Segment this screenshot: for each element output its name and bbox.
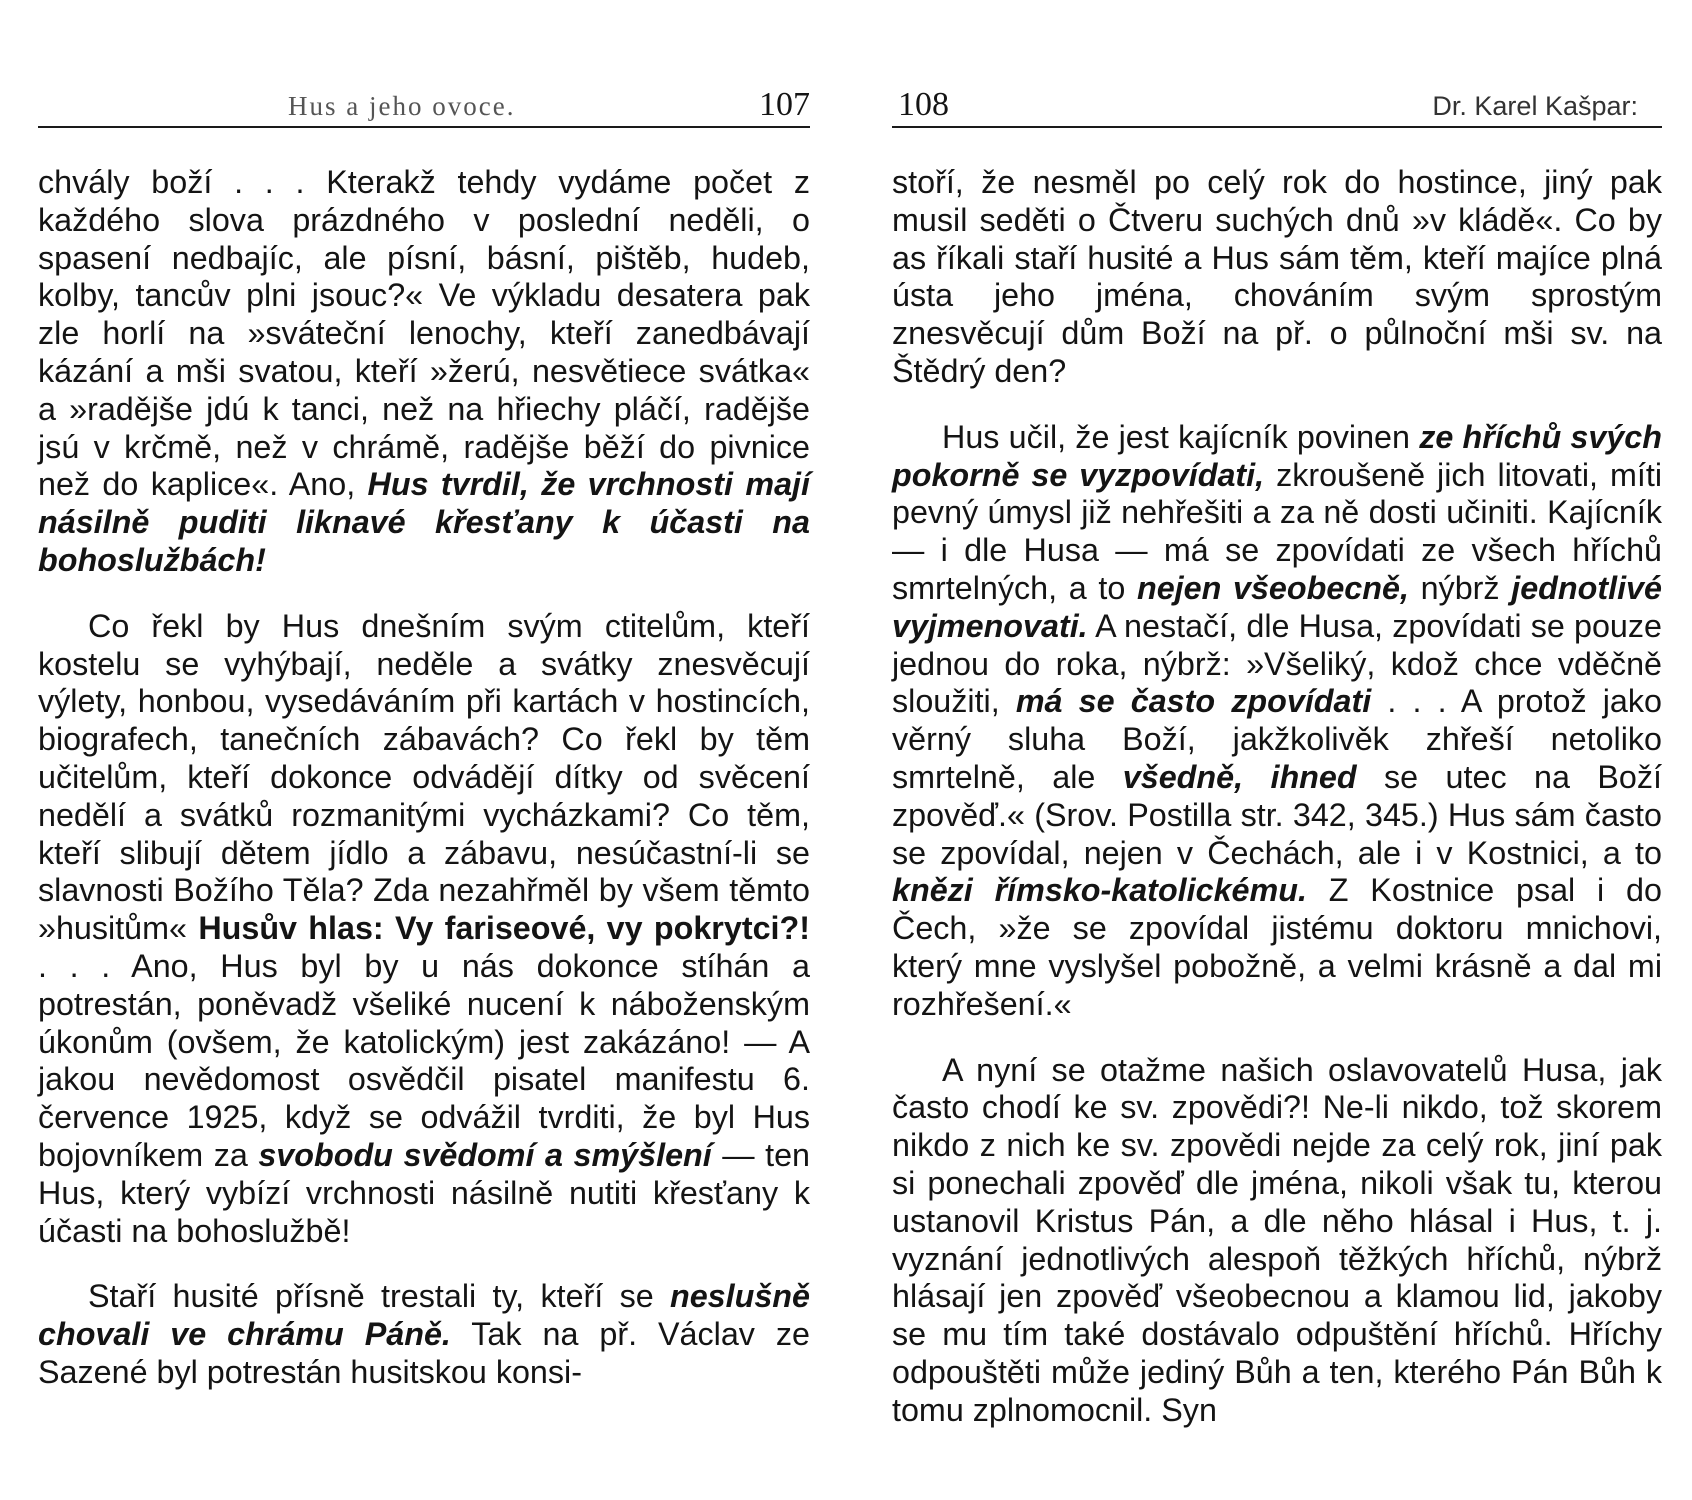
page-number: 107 xyxy=(759,86,810,123)
right-page xyxy=(892,0,1662,1500)
right-page-header xyxy=(892,86,1662,128)
emphasis-text: všedně, ihned xyxy=(1122,758,1357,795)
emphasis-text: svobodu svědomí a smýšlení xyxy=(258,1136,712,1173)
text-run: . . . A protož jako věrný sluha Boží, jakžkolivěk zhřeší netoliko smrtelně, ale xyxy=(892,683,1662,795)
left-page-body xyxy=(38,164,810,1420)
left-page xyxy=(38,0,810,1500)
paragraph xyxy=(38,164,810,580)
page-number: 108 xyxy=(898,86,949,123)
text-run: nýbrž xyxy=(1408,569,1512,606)
text-run: se utec na Boží zpověď.« (Srov. Postilla str. 342, 345.) Hus sám často se zpovídal, nejen v Čechách, ale i v Kostnici, a to xyxy=(892,758,1662,871)
text-run: chvály boží . . . Kterakž tehdy vydáme počet z každého slova prázdného v poslední neděli, o spasení nedbajíc, ale písní, básní, pištěb, hudeb, kolby, tancův plni jsouc?« Ve výkladu desatera pak zle horlí na »sváteční lenochy, kteří zanedbávají kázání a mši svatou, kteří »žerú, nesvětiece svátka« a »radějše jdú k tanci, než na hřiechy pláčí, radějše jsú v krčmě, než v chrámě, radějše běží do pivnice než do kaplice«. Ano, xyxy=(38,164,810,503)
text-run: stoří, že nesměl po celý rok do hostince, jiný pak musil seděti o Čtveru suchých dnů »v kládě«. Co by as říkali staří husité a Hus sám těm, kteří majíce plná ústa jeho jména, chováním svým sprostým znesvěcují dům Boží na př. o půlnoční mši sv. na Štědrý den? xyxy=(892,164,1662,389)
text-run: Z Kostnice psal i do Čech, »že se zpovídal jistému doktoru mnichovi, který mne vyslyšel pobožně, a velmi krásně a dal mi rozhřešení.« xyxy=(892,872,1662,1022)
text-run: — ten Hus, který vybízí vrchnosti násilně nutiti křesťany k účasti na bohoslužbě! xyxy=(38,1136,811,1249)
paragraph xyxy=(892,419,1662,1024)
left-page-header xyxy=(38,86,810,128)
emphasis-text: jednotlivé vyjmenovati. xyxy=(892,569,1662,644)
emphasis-text: Hus tvrdil, že vrchnosti mají násilně puditi liknavé křesťany k účasti na bohoslužbách! xyxy=(38,466,810,578)
text-run: A nestačí, dle Husa, zpovídati se pouze jednou do roka, nýbrž: »Všeliký, kdož chce vděčně sloužiti, xyxy=(892,607,1662,720)
paragraph xyxy=(38,1278,810,1391)
emphasis-text: má se často zpovídati xyxy=(1015,683,1372,720)
right-page-body xyxy=(892,164,1662,1458)
text-run: zkroušeně jich litovati, míti pevný úmysl již nehřešiti a za ně dosti učiniti. Kajícník — i dle Husa — má se zpovídati ze všech hříchů smrtelných, a to xyxy=(892,456,1662,606)
running-head-title: Hus a jeho ovoce. xyxy=(288,91,516,121)
paragraph xyxy=(38,608,810,1251)
text-run: Hus učil, že jest kajícník povinen xyxy=(942,418,1420,455)
emphasis-text: knězi římsko-katolickému. xyxy=(892,872,1307,909)
paragraph xyxy=(892,164,1662,391)
emphasis-text: neslušně chovali ve chrámu Páně. xyxy=(38,1278,810,1353)
running-head-title: Dr. Karel Kašpar: xyxy=(1432,91,1638,121)
text-run: . . . Ano, Hus byl by u nás dokonce stíhán a potrestán, poněvadž všeliké nucení k náboženským úkonům (ovšem, že katolickým) jest zakázáno! — A jakou nevědomost osvědčil pisatel manifestu 6. července 1925, když se odvážil tvrditi, že byl Hus bojovníkem za xyxy=(38,947,810,1173)
text-run: A nyní se otažme našich oslavovatelů Husa, jak často chodí ke sv. zpovědi?! Ne-li nikdo, tož skorem nikdo z nich ke sv. zpovědi nejde za celý rok, jiní pak si ponechali zpověď dle jména, nikoli však tu, kterou ustanovil Kristus Pán, a dle něho hlásal i Hus, t. j. vyznání jednotlivých alespoň těžkých hříchů, nýbrž hlásají jen zpověď všeobecnou a klamou lid, jakoby se mu tím také dostávalo odpuštění hříchů. Hříchy odpouštěti může jediný Bůh a ten, kterého Pán Bůh k tomu zplnomocnil. Syn xyxy=(892,1051,1662,1428)
emphasis-text: nejen všeobecně, xyxy=(1136,569,1409,606)
emphasis-text: ze hříchů svých pokorně se vyzpovídati, xyxy=(892,418,1663,493)
text-run: Staří husité přísně trestali ty, kteří se xyxy=(88,1278,670,1315)
paragraph xyxy=(892,1052,1662,1430)
bold-text: Husův hlas: Vy fariseové, vy pokrytci?! xyxy=(198,910,810,947)
text-run: Tak na př. Václav ze Sazené byl potrestán husitskou konsi- xyxy=(38,1316,811,1390)
text-run: Co řekl by Hus dnešním svým ctitelům, kteří kostelu se vyhýbají, neděle a svátky znesvěcují výlety, honbou, vysedáváním při kartách v hostincích, biografech, tanečních zábavách? Co řekl by těm učitelům, kteří dokonce odvádějí dítky od svěcení nedělí a svátků rozmanitými vycházkami? Co těm, kteří slibují dětem jídlo a zábavu, nesúčastní-li se slavnosti Božího Těla? Zda nezahřměl by všem těmto »husitům« xyxy=(38,607,810,947)
